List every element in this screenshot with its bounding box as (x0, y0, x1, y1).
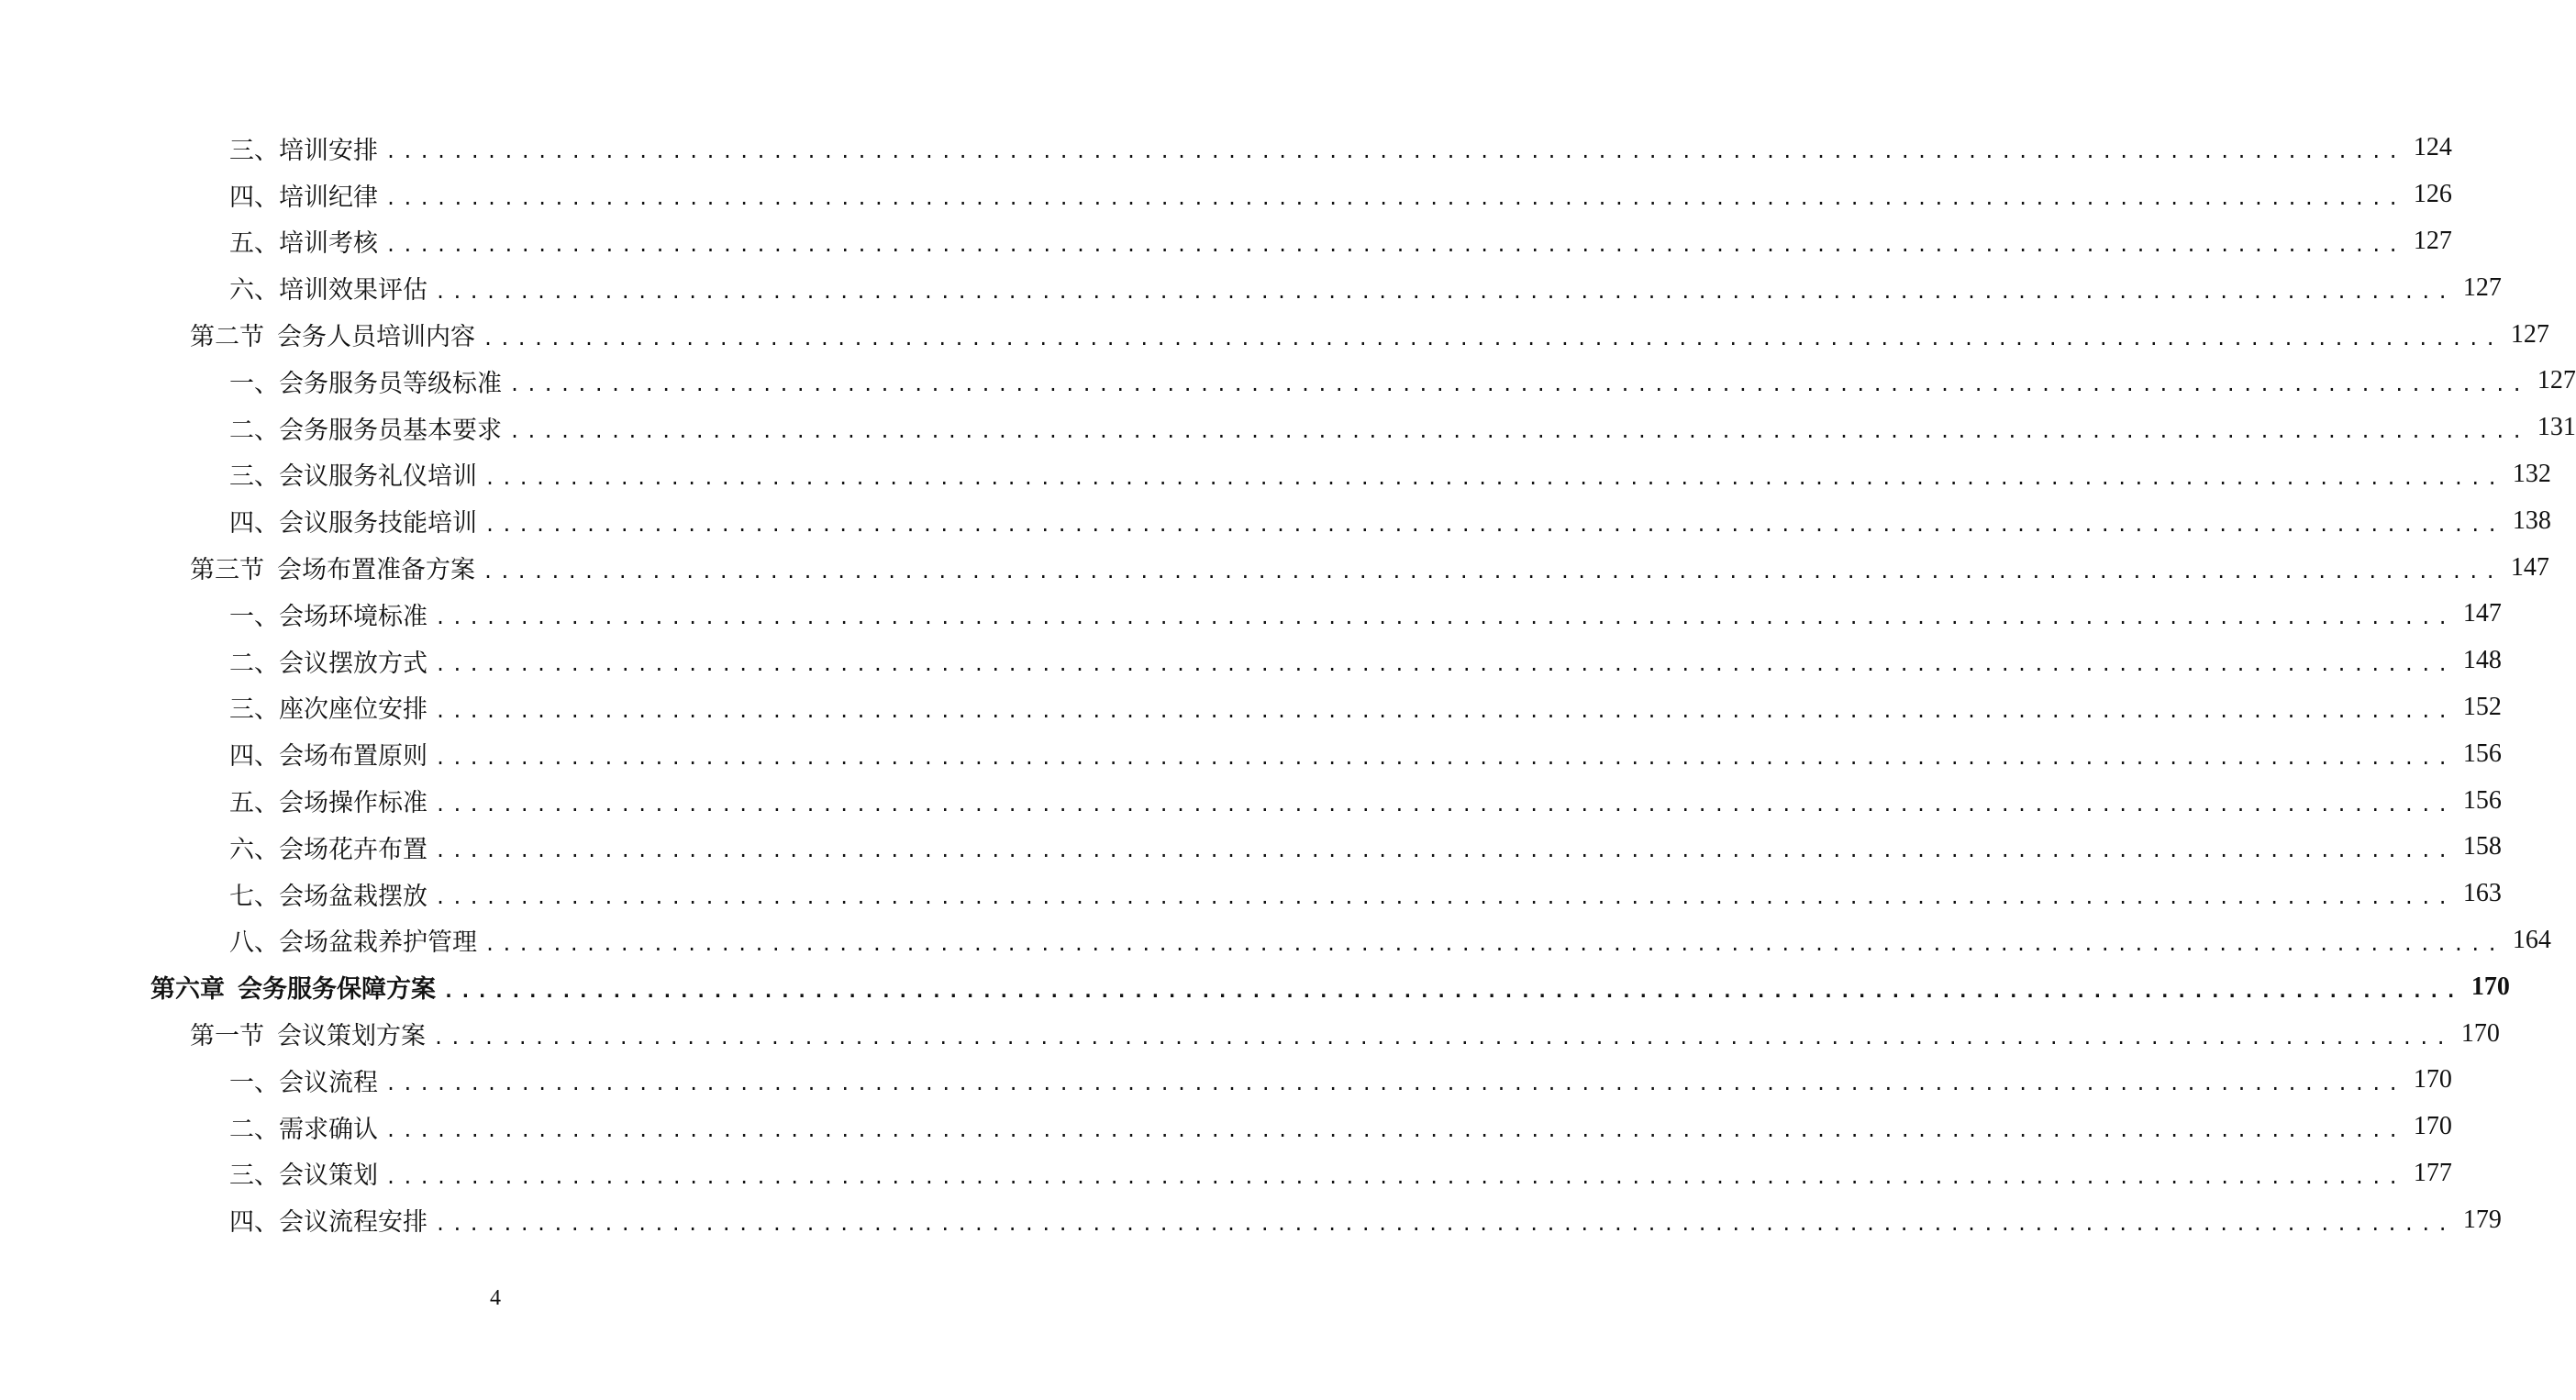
toc-entry-title: 会务人员培训内容 (277, 323, 475, 352)
toc-dot-leader: ........................................................................................................................ (435, 280, 2454, 303)
toc-entry-label (229, 1062, 378, 1098)
toc-dot-leader: ........................................................................................................................ (484, 466, 2504, 489)
toc-entry-number: 一、 (229, 602, 279, 631)
toc-entry[interactable] (0, 730, 2502, 777)
toc-entry-number: 三、 (229, 462, 279, 492)
toc-dot-leader: ........................................................................................................................ (509, 373, 2528, 396)
toc-entry-number: 四、 (229, 183, 279, 212)
toc-dot-leader: ........................................................................................................................ (435, 746, 2454, 769)
toc-entry-label (229, 177, 378, 213)
toc-entry[interactable] (0, 1104, 2452, 1150)
toc-entry-label (229, 363, 502, 399)
toc-entry-title: 座次座位安排 (279, 695, 427, 725)
toc-entry-label (150, 969, 436, 1005)
toc-entry-page: 124 (2413, 133, 2452, 162)
toc-entry-label (229, 130, 378, 166)
toc-dot-leader: ........................................................................................................................ (435, 1212, 2454, 1235)
toc-entry-label (190, 1016, 426, 1051)
toc-dot-leader: ........................................................................................................................ (385, 1165, 2404, 1188)
toc-entry-number: 第二节 (190, 323, 264, 352)
toc-entry-label (229, 689, 427, 725)
toc-entry[interactable] (0, 125, 2452, 172)
toc-dot-leader: ........................................................................................................................ (435, 653, 2454, 676)
toc-entry-title: 培训纪律 (279, 183, 378, 212)
toc-dot-leader: ........................................................................................................................ (435, 886, 2454, 909)
toc-entry-label (229, 1202, 427, 1238)
toc-entry-number: 六、 (229, 276, 279, 306)
toc-entry-page: 152 (2462, 692, 2502, 721)
toc-entry-label (229, 643, 427, 679)
toc-entry-page: 127 (2413, 226, 2452, 255)
toc-entry-label (229, 876, 427, 912)
toc-entry-page: 170 (2413, 1065, 2452, 1094)
toc-entry-label (229, 223, 378, 259)
toc-entry[interactable] (0, 264, 2502, 311)
toc-dot-leader: ........................................................................................................................ (385, 187, 2404, 210)
toc-dot-leader: ........................................................................................................................ (483, 560, 2502, 583)
toc-entry-page: 156 (2462, 739, 2502, 768)
toc-dot-leader: ........................................................................................................................ (385, 1072, 2404, 1095)
toc-entry-page: 127 (2510, 319, 2549, 349)
toc-entry-title: 会议流程 (279, 1068, 378, 1097)
toc-dot-leader: ........................................................................................................................ (509, 420, 2528, 443)
toc-entry-number: 二、 (229, 1115, 279, 1144)
toc-dot-leader: ........................................................................................................................ (483, 327, 2502, 350)
toc-entry-page: 132 (2512, 459, 2551, 488)
toc-entry-title: 会议流程安排 (279, 1208, 427, 1238)
toc-dot-leader: ........................................................................................................................ (385, 140, 2404, 163)
toc-dot-leader: ........................................................................................................................ (435, 606, 2454, 629)
toc-entry[interactable] (0, 871, 2502, 917)
toc-entry[interactable] (0, 358, 2576, 405)
toc-entry[interactable] (0, 451, 2551, 498)
toc-dot-leader: ........................................................................................................................ (435, 793, 2454, 816)
toc-entry-number: 六、 (229, 835, 279, 864)
toc-entry-title: 会场布置原则 (279, 742, 427, 772)
toc-entry-page: 127 (2537, 366, 2576, 395)
toc-entry-number: 三、 (229, 695, 279, 725)
toc-entry[interactable] (0, 591, 2502, 638)
toc-entry-page: 131 (2537, 413, 2576, 442)
toc-entry-page: 164 (2512, 925, 2551, 954)
toc-dot-leader: ........................................................................................................................ (484, 932, 2504, 955)
toc-entry-page: 177 (2413, 1158, 2452, 1187)
toc-entry-title: 会议策划 (279, 1161, 378, 1191)
toc-entry-number: 四、 (229, 1208, 279, 1238)
toc-section-entry[interactable] (0, 311, 2549, 358)
toc-chapter-entry[interactable] (0, 963, 2510, 1010)
toc-entry[interactable] (0, 218, 2452, 265)
toc-dot-leader: ........................................................................................................................ (443, 979, 2462, 1002)
toc-entry-number: 五、 (229, 789, 279, 818)
toc-entry-page: 138 (2512, 506, 2551, 535)
page-number: 4 (490, 1286, 501, 1310)
toc-entry-number: 四、 (229, 509, 279, 539)
toc-entry-number: 八、 (229, 928, 279, 958)
toc-entry-title: 会议摆放方式 (279, 649, 427, 678)
toc-dot-leader: ........................................................................................................................ (484, 513, 2504, 536)
toc-entry-page: 163 (2462, 879, 2502, 908)
toc-entry-page: 179 (2462, 1205, 2502, 1234)
toc-entry-title: 会务服务员等级标准 (279, 369, 502, 398)
toc-entry-page: 158 (2462, 832, 2502, 861)
toc-entry-page: 148 (2462, 646, 2502, 675)
toc-entry-label (229, 1109, 378, 1145)
toc-entry-number: 一、 (229, 1068, 279, 1097)
toc-entry-label (229, 456, 477, 492)
toc-entry-page: 156 (2462, 785, 2502, 815)
toc-dot-leader: ........................................................................................................................ (435, 699, 2454, 722)
toc-entry-title: 培训考核 (279, 229, 378, 259)
toc-entry-label (229, 270, 427, 306)
toc-entry-label (190, 317, 475, 352)
toc-entry-title: 会场布置准备方案 (277, 556, 475, 585)
toc-entry-page: 147 (2510, 552, 2549, 582)
toc-entry-title: 需求确认 (279, 1115, 378, 1144)
toc-entry-title: 会议策划方案 (277, 1022, 426, 1051)
toc-entry[interactable] (0, 405, 2576, 451)
toc-entry-page: 170 (2460, 1018, 2500, 1048)
toc-section-entry[interactable] (0, 544, 2549, 591)
toc-entry-number: 二、 (229, 649, 279, 678)
toc-dot-leader: ........................................................................................................................ (385, 1119, 2404, 1142)
toc-entry-label (229, 503, 477, 539)
toc-entry-label (229, 596, 427, 632)
toc-entry-page: 170 (2413, 1112, 2452, 1141)
toc-entry-number: 五、 (229, 229, 279, 259)
toc-dot-leader: ........................................................................................................................ (385, 233, 2404, 256)
toc-entry-title: 会场盆栽养护管理 (279, 928, 477, 958)
toc-entry[interactable] (0, 824, 2502, 871)
toc-entry[interactable] (0, 1057, 2452, 1104)
toc-entry-title: 会务服务员基本要求 (279, 416, 502, 445)
toc-entry-title: 会议服务技能培训 (279, 509, 477, 539)
toc-entry[interactable] (0, 1196, 2502, 1243)
toc-entry-number: 二、 (229, 416, 279, 445)
toc-entry-number: 第六章 (150, 975, 225, 1005)
toc-entry[interactable] (0, 684, 2502, 731)
toc-entry-title: 会场操作标准 (279, 789, 427, 818)
toc-entry-label (229, 783, 427, 818)
toc-entry-title: 会务服务保障方案 (238, 975, 436, 1005)
toc-entry-label (229, 922, 477, 958)
toc-entry-page: 127 (2462, 272, 2502, 302)
toc-entry-title: 会议服务礼仪培训 (279, 462, 477, 492)
toc-entry-label (229, 736, 427, 772)
toc-entry-number: 四、 (229, 742, 279, 772)
toc-entry-number: 一、 (229, 369, 279, 398)
toc-entry[interactable] (0, 777, 2502, 824)
toc-entry-title: 会场花卉布置 (279, 835, 427, 864)
toc-dot-leader: ........................................................................................................................ (433, 1026, 2452, 1049)
toc-section-entry[interactable] (0, 1010, 2500, 1057)
toc-entry-label (229, 410, 502, 446)
table-of-contents (0, 125, 2576, 1243)
toc-entry-page: 147 (2462, 599, 2502, 628)
toc-entry-title: 培训效果评估 (279, 276, 427, 306)
toc-entry[interactable] (0, 172, 2452, 218)
toc-entry-title: 会场盆栽摆放 (279, 882, 427, 911)
toc-entry-number: 三、 (229, 136, 279, 165)
toc-entry-label (190, 550, 475, 585)
toc-entry-number: 三、 (229, 1161, 279, 1191)
toc-entry-page: 126 (2413, 180, 2452, 209)
toc-entry-number: 第三节 (190, 556, 264, 585)
toc-entry[interactable] (0, 638, 2502, 684)
toc-entry[interactable] (0, 497, 2551, 544)
toc-entry[interactable] (0, 1150, 2452, 1197)
toc-entry-title: 培训安排 (279, 136, 378, 165)
toc-entry[interactable] (0, 917, 2551, 964)
toc-entry-label (229, 1155, 378, 1191)
toc-entry-number: 七、 (229, 882, 279, 911)
toc-entry-label (229, 829, 427, 865)
toc-dot-leader: ........................................................................................................................ (435, 839, 2454, 862)
toc-entry-number: 第一节 (190, 1022, 264, 1051)
toc-entry-page: 170 (2471, 972, 2510, 1001)
toc-entry-title: 会场环境标准 (279, 602, 427, 631)
